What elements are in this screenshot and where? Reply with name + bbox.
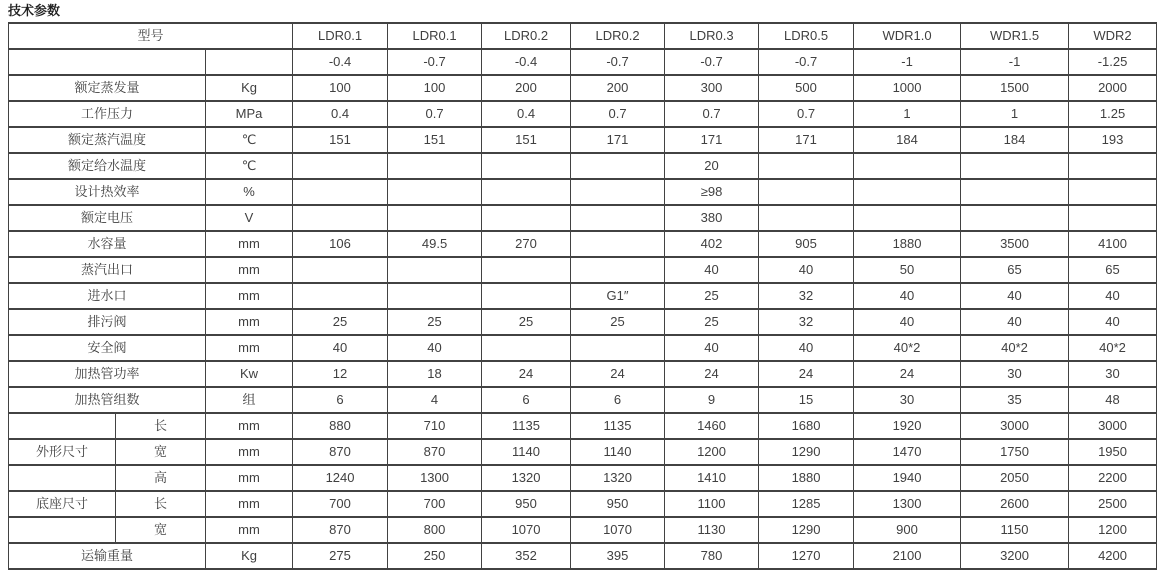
value-cell: 40 [388, 335, 482, 361]
value-cell [293, 153, 388, 179]
value-cell: 24 [759, 361, 854, 387]
value-cell: -0.7 [571, 49, 665, 75]
value-cell [961, 205, 1069, 231]
value-cell: 1290 [759, 439, 854, 465]
value-cell: 1135 [482, 413, 571, 439]
value-cell: -0.4 [482, 49, 571, 75]
model-cell: LDR0.5 [759, 23, 854, 49]
value-cell: 200 [571, 75, 665, 101]
value-cell: -0.7 [388, 49, 482, 75]
value-cell: 1285 [759, 491, 854, 517]
value-cell: 40 [961, 309, 1069, 335]
value-cell: 171 [665, 127, 759, 153]
sub-label-cell: 宽 [116, 517, 206, 543]
unit-cell: mm [206, 257, 293, 283]
value-cell: 3500 [961, 231, 1069, 257]
sub-label-cell: 长 [116, 413, 206, 439]
unit-cell: mm [206, 309, 293, 335]
value-cell: 0.7 [759, 101, 854, 127]
unit-cell: Kg [206, 75, 293, 101]
value-cell: 1000 [854, 75, 961, 101]
value-cell: 1410 [665, 465, 759, 491]
value-cell [482, 153, 571, 179]
value-cell: 500 [759, 75, 854, 101]
value-cell [482, 283, 571, 309]
value-cell: 20 [665, 153, 759, 179]
value-cell: 30 [961, 361, 1069, 387]
value-cell: 300 [665, 75, 759, 101]
value-cell [854, 179, 961, 205]
value-cell: 151 [293, 127, 388, 153]
value-cell [1069, 153, 1157, 179]
value-cell: 25 [482, 309, 571, 335]
value-cell: 3000 [1069, 413, 1157, 439]
value-cell [388, 179, 482, 205]
table-row [9, 387, 1157, 413]
value-cell: 40*2 [1069, 335, 1157, 361]
model-cell: LDR0.1 [293, 23, 388, 49]
value-cell: 2200 [1069, 465, 1157, 491]
value-cell: 6 [571, 387, 665, 413]
value-cell [293, 179, 388, 205]
value-cell [961, 153, 1069, 179]
table-row [9, 257, 1157, 283]
value-cell: 2000 [1069, 75, 1157, 101]
value-cell: 40*2 [961, 335, 1069, 361]
value-cell: 25 [571, 309, 665, 335]
unit-cell: mm [206, 413, 293, 439]
value-cell: 65 [961, 257, 1069, 283]
row-label-cell: 加热管组数 [9, 387, 206, 413]
spec-table-body [9, 23, 1157, 569]
value-cell: -0.7 [759, 49, 854, 75]
value-cell [293, 283, 388, 309]
value-cell [571, 153, 665, 179]
spec-table [8, 22, 1157, 570]
value-cell: 1290 [759, 517, 854, 543]
value-cell: 100 [388, 75, 482, 101]
table-row [9, 361, 1157, 387]
value-cell: 32 [759, 283, 854, 309]
table-row [9, 491, 1157, 517]
value-cell: 18 [388, 361, 482, 387]
value-cell: 40 [1069, 309, 1157, 335]
pressure-row [9, 49, 1157, 75]
table-row [9, 335, 1157, 361]
unit-cell: V [206, 205, 293, 231]
value-cell [293, 205, 388, 231]
value-cell: 1320 [571, 465, 665, 491]
value-cell: 1680 [759, 413, 854, 439]
model-cell: WDR2 [1069, 23, 1157, 49]
value-cell: 1140 [482, 439, 571, 465]
value-cell: -1.25 [1069, 49, 1157, 75]
row-label-cell: 设计热效率 [9, 179, 206, 205]
model-cell: LDR0.2 [571, 23, 665, 49]
value-cell [482, 205, 571, 231]
unit-cell: % [206, 179, 293, 205]
value-cell: 184 [854, 127, 961, 153]
value-cell: 800 [388, 517, 482, 543]
table-row [9, 413, 1157, 439]
sub-label-cell: 长 [116, 491, 206, 517]
row-label-cell: 进水口 [9, 283, 206, 309]
value-cell [571, 335, 665, 361]
row-label-cell: 加热管功率 [9, 361, 206, 387]
sub-label-cell: 宽 [116, 439, 206, 465]
value-cell: 32 [759, 309, 854, 335]
value-cell: 0.7 [571, 101, 665, 127]
row-label-cell: 排污阀 [9, 309, 206, 335]
value-cell: 352 [482, 543, 571, 569]
value-cell: 1470 [854, 439, 961, 465]
table-row [9, 231, 1157, 257]
value-cell: 1300 [854, 491, 961, 517]
value-cell: 48 [1069, 387, 1157, 413]
value-cell: 1940 [854, 465, 961, 491]
unit-cell [206, 49, 293, 75]
value-cell: 270 [482, 231, 571, 257]
value-cell: 35 [961, 387, 1069, 413]
value-cell: 25 [665, 283, 759, 309]
value-cell: 950 [571, 491, 665, 517]
value-cell: 2600 [961, 491, 1069, 517]
value-cell: 880 [293, 413, 388, 439]
value-cell: 4200 [1069, 543, 1157, 569]
value-cell: 24 [854, 361, 961, 387]
value-cell [388, 205, 482, 231]
value-cell [571, 257, 665, 283]
value-cell: 6 [482, 387, 571, 413]
value-cell: 275 [293, 543, 388, 569]
model-header-row [9, 23, 1157, 49]
value-cell: 250 [388, 543, 482, 569]
value-cell [293, 257, 388, 283]
unit-cell: mm [206, 491, 293, 517]
value-cell [482, 257, 571, 283]
value-cell: 106 [293, 231, 388, 257]
value-cell: 1500 [961, 75, 1069, 101]
value-cell: 151 [482, 127, 571, 153]
row-label-cell: 安全阀 [9, 335, 206, 361]
value-cell: 1135 [571, 413, 665, 439]
group-label-cell [9, 413, 116, 439]
value-cell: 3200 [961, 543, 1069, 569]
row-label-cell [9, 49, 206, 75]
unit-cell: mm [206, 439, 293, 465]
value-cell: 900 [854, 517, 961, 543]
value-cell: 40 [854, 283, 961, 309]
value-cell: 15 [759, 387, 854, 413]
value-cell: 1 [854, 101, 961, 127]
value-cell: 1300 [388, 465, 482, 491]
value-cell: 24 [482, 361, 571, 387]
value-cell: 40 [665, 335, 759, 361]
value-cell: -1 [961, 49, 1069, 75]
value-cell: 9 [665, 387, 759, 413]
value-cell: 6 [293, 387, 388, 413]
value-cell: 40 [759, 335, 854, 361]
group-label-cell [9, 517, 116, 543]
value-cell: 1270 [759, 543, 854, 569]
value-cell: 184 [961, 127, 1069, 153]
value-cell [759, 205, 854, 231]
value-cell: 151 [388, 127, 482, 153]
value-cell: 40 [293, 335, 388, 361]
value-cell [1069, 179, 1157, 205]
value-cell: 1240 [293, 465, 388, 491]
row-label-cell: 蒸汽出口 [9, 257, 206, 283]
value-cell: 50 [854, 257, 961, 283]
value-cell: 1100 [665, 491, 759, 517]
row-label-cell: 工作压力 [9, 101, 206, 127]
value-cell: 700 [293, 491, 388, 517]
value-cell: 1880 [759, 465, 854, 491]
value-cell: 905 [759, 231, 854, 257]
value-cell: 1920 [854, 413, 961, 439]
value-cell: 1320 [482, 465, 571, 491]
value-cell: 1140 [571, 439, 665, 465]
value-cell: 30 [854, 387, 961, 413]
value-cell [854, 205, 961, 231]
value-cell [759, 179, 854, 205]
row-label-cell: 水容量 [9, 231, 206, 257]
value-cell [571, 205, 665, 231]
table-row [9, 543, 1157, 569]
value-cell: 1150 [961, 517, 1069, 543]
unit-cell: Kw [206, 361, 293, 387]
value-cell: -0.4 [293, 49, 388, 75]
value-cell [759, 153, 854, 179]
value-cell: 1070 [571, 517, 665, 543]
table-row [9, 101, 1157, 127]
model-cell: WDR1.5 [961, 23, 1069, 49]
table-row [9, 439, 1157, 465]
table-row [9, 309, 1157, 335]
value-cell: ≥98 [665, 179, 759, 205]
value-cell: 24 [571, 361, 665, 387]
value-cell: 40 [961, 283, 1069, 309]
value-cell: 193 [1069, 127, 1157, 153]
model-cell: LDR0.1 [388, 23, 482, 49]
unit-cell: mm [206, 283, 293, 309]
value-cell: 4 [388, 387, 482, 413]
row-label-cell: 额定蒸汽温度 [9, 127, 206, 153]
value-cell: -0.7 [665, 49, 759, 75]
value-cell: 100 [293, 75, 388, 101]
value-cell: 1880 [854, 231, 961, 257]
row-label-cell: 额定电压 [9, 205, 206, 231]
value-cell: 30 [1069, 361, 1157, 387]
value-cell [482, 179, 571, 205]
table-row [9, 465, 1157, 491]
value-cell: 0.7 [665, 101, 759, 127]
value-cell [571, 179, 665, 205]
unit-cell: mm [206, 517, 293, 543]
value-cell: 1 [961, 101, 1069, 127]
table-row [9, 75, 1157, 101]
value-cell [482, 335, 571, 361]
value-cell: -1 [854, 49, 961, 75]
group-label-cell: 底座尺寸 [9, 491, 116, 517]
table-row [9, 517, 1157, 543]
value-cell: 1200 [1069, 517, 1157, 543]
value-cell: 200 [482, 75, 571, 101]
value-cell: 3000 [961, 413, 1069, 439]
value-cell [854, 153, 961, 179]
value-cell: 1.25 [1069, 101, 1157, 127]
value-cell: 4100 [1069, 231, 1157, 257]
value-cell: G1″ [571, 283, 665, 309]
table-row [9, 205, 1157, 231]
value-cell: 24 [665, 361, 759, 387]
unit-cell: mm [206, 231, 293, 257]
value-cell [388, 153, 482, 179]
unit-cell: Kg [206, 543, 293, 569]
value-cell: 780 [665, 543, 759, 569]
group-label-cell: 外形尺寸 [9, 439, 116, 465]
value-cell: 65 [1069, 257, 1157, 283]
group-label-cell [9, 465, 116, 491]
value-cell: 395 [571, 543, 665, 569]
value-cell: 700 [388, 491, 482, 517]
unit-cell: mm [206, 335, 293, 361]
value-cell: 25 [665, 309, 759, 335]
value-cell: 171 [759, 127, 854, 153]
row-label-cell: 额定给水温度 [9, 153, 206, 179]
unit-cell: ℃ [206, 127, 293, 153]
value-cell: 0.7 [388, 101, 482, 127]
value-cell: 1750 [961, 439, 1069, 465]
value-cell: 0.4 [293, 101, 388, 127]
table-row [9, 153, 1157, 179]
value-cell: 2050 [961, 465, 1069, 491]
value-cell: 710 [388, 413, 482, 439]
value-cell [571, 231, 665, 257]
value-cell: 1130 [665, 517, 759, 543]
value-cell: 1950 [1069, 439, 1157, 465]
value-cell: 40 [759, 257, 854, 283]
model-cell: LDR0.2 [482, 23, 571, 49]
value-cell: 380 [665, 205, 759, 231]
value-cell: 25 [293, 309, 388, 335]
value-cell: 40 [665, 257, 759, 283]
table-row [9, 283, 1157, 309]
value-cell: 1200 [665, 439, 759, 465]
value-cell: 171 [571, 127, 665, 153]
value-cell: 1070 [482, 517, 571, 543]
row-label-cell: 运输重量 [9, 543, 206, 569]
value-cell: 950 [482, 491, 571, 517]
unit-cell: 组 [206, 387, 293, 413]
value-cell: 40 [854, 309, 961, 335]
value-cell [388, 257, 482, 283]
model-header-cell: 型号 [9, 23, 293, 49]
model-cell: LDR0.3 [665, 23, 759, 49]
row-label-cell: 额定蒸发量 [9, 75, 206, 101]
sub-label-cell: 高 [116, 465, 206, 491]
value-cell: 2500 [1069, 491, 1157, 517]
value-cell: 870 [388, 439, 482, 465]
value-cell: 40 [1069, 283, 1157, 309]
table-row [9, 127, 1157, 153]
value-cell: 2100 [854, 543, 961, 569]
value-cell: 40*2 [854, 335, 961, 361]
value-cell: 1460 [665, 413, 759, 439]
value-cell: 0.4 [482, 101, 571, 127]
unit-cell: mm [206, 465, 293, 491]
unit-cell: MPa [206, 101, 293, 127]
value-cell: 12 [293, 361, 388, 387]
value-cell [1069, 205, 1157, 231]
value-cell [388, 283, 482, 309]
value-cell: 870 [293, 517, 388, 543]
page-title: 技术参数 [8, 3, 61, 18]
model-cell: WDR1.0 [854, 23, 961, 49]
value-cell: 870 [293, 439, 388, 465]
table-row [9, 179, 1157, 205]
value-cell: 402 [665, 231, 759, 257]
value-cell [961, 179, 1069, 205]
value-cell: 49.5 [388, 231, 482, 257]
value-cell: 25 [388, 309, 482, 335]
unit-cell: ℃ [206, 153, 293, 179]
